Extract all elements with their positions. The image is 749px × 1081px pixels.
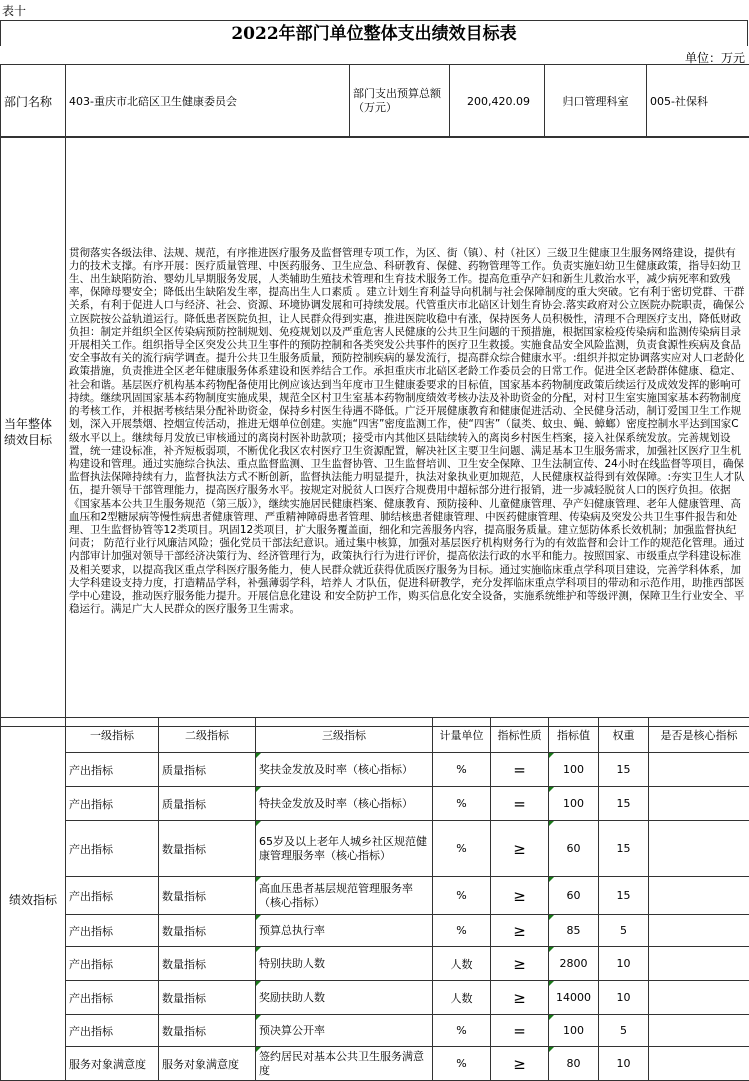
row-value: 14000 bbox=[549, 981, 599, 1015]
row-unit: % bbox=[433, 1015, 491, 1047]
row-l2: 数量指标 bbox=[159, 821, 256, 877]
row-l2: 数量指标 bbox=[159, 915, 256, 947]
row-nature: = bbox=[491, 753, 549, 787]
table-row bbox=[1, 1015, 749, 1047]
row-weight: 15 bbox=[599, 821, 649, 877]
row-weight: 5 bbox=[599, 915, 649, 947]
row-l3: 奖扶金发放及时率（核心指标） bbox=[256, 753, 433, 787]
row-unit: % bbox=[433, 753, 491, 787]
row-core bbox=[649, 1015, 749, 1047]
header-core: 是否是核心指标 bbox=[649, 718, 749, 753]
row-l1: 产出指标 bbox=[66, 877, 159, 915]
row-core bbox=[649, 877, 749, 915]
header-nature: 指标性质 bbox=[491, 718, 549, 753]
row-l3: 高血压患者基层规范管理服务率（核心指标） bbox=[256, 877, 433, 915]
header-l2: 二级指标 bbox=[159, 718, 256, 753]
table-row bbox=[1, 877, 749, 915]
budget-total-value: 200,420.09 bbox=[450, 65, 545, 138]
row-nature: = bbox=[491, 1015, 549, 1047]
row-unit: % bbox=[433, 915, 491, 947]
dept-name-label: 部门名称 bbox=[1, 65, 66, 138]
row-nature: ≥ bbox=[491, 1047, 549, 1081]
row-core bbox=[649, 753, 749, 787]
dept-name-value: 403-重庆市北碚区卫生健康委员会 bbox=[66, 65, 350, 138]
row-value: 100 bbox=[549, 1015, 599, 1047]
row-value: 85 bbox=[549, 915, 599, 947]
row-unit: % bbox=[433, 877, 491, 915]
row-l1: 产出指标 bbox=[66, 915, 159, 947]
row-nature: ≥ bbox=[491, 947, 549, 981]
row-nature: ≥ bbox=[491, 981, 549, 1015]
budget-total-label: 部门支出预算总额（万元） bbox=[350, 65, 450, 138]
row-weight: 10 bbox=[599, 981, 649, 1015]
row-l3: 预算总执行率 bbox=[256, 915, 433, 947]
row-weight: 15 bbox=[599, 753, 649, 787]
row-l2: 质量指标 bbox=[159, 787, 256, 821]
table-row bbox=[1, 915, 749, 947]
row-value: 60 bbox=[549, 877, 599, 915]
perf-table bbox=[0, 717, 749, 1081]
row-unit: % bbox=[433, 787, 491, 821]
row-value: 60 bbox=[549, 821, 599, 877]
row-weight: 10 bbox=[599, 1047, 649, 1081]
row-weight: 10 bbox=[599, 947, 649, 981]
row-weight: 15 bbox=[599, 787, 649, 821]
row-unit: % bbox=[433, 1047, 491, 1081]
row-l1: 产出指标 bbox=[66, 753, 159, 787]
row-nature: ≥ bbox=[491, 915, 549, 947]
row-core bbox=[649, 787, 749, 821]
table-row bbox=[1, 1047, 749, 1081]
row-value: 100 bbox=[549, 753, 599, 787]
table-row bbox=[1, 947, 749, 981]
page-title: 2022年部门单位整体支出绩效目标表 bbox=[0, 20, 748, 46]
row-l2: 数量指标 bbox=[159, 981, 256, 1015]
header-l3: 三级指标 bbox=[256, 718, 433, 753]
row-unit: 人数 bbox=[433, 981, 491, 1015]
row-weight: 5 bbox=[599, 1015, 649, 1047]
dept-info-table bbox=[0, 64, 749, 138]
table-row bbox=[1, 821, 749, 877]
row-l1: 产出指标 bbox=[66, 821, 159, 877]
table-row bbox=[1, 981, 749, 1015]
row-l1: 产出指标 bbox=[66, 947, 159, 981]
row-nature: ≥ bbox=[491, 877, 549, 915]
row-nature: ≥ bbox=[491, 821, 549, 877]
header-value: 指标值 bbox=[549, 718, 599, 753]
header-l1: 一级指标 bbox=[66, 718, 159, 753]
row-value: 100 bbox=[549, 787, 599, 821]
row-l2: 服务对象满意度 bbox=[159, 1047, 256, 1081]
sheet-label: 表十 bbox=[2, 2, 26, 19]
row-unit: 人数 bbox=[433, 947, 491, 981]
row-l2: 质量指标 bbox=[159, 753, 256, 787]
header-weight: 权重 bbox=[599, 718, 649, 753]
row-l3: 65岁及以上老年人城乡社区规范健康管理服务率（核心指标） bbox=[256, 821, 433, 877]
row-l2: 数量指标 bbox=[159, 947, 256, 981]
office-value: 005-社保科 bbox=[647, 65, 749, 138]
table-row bbox=[1, 787, 749, 821]
unit-label: 单位：万元 bbox=[685, 49, 745, 66]
row-value: 80 bbox=[549, 1047, 599, 1081]
row-core bbox=[649, 821, 749, 877]
row-l2: 数量指标 bbox=[159, 877, 256, 915]
row-l1: 服务对象满意度 bbox=[66, 1047, 159, 1081]
goal-text: 贯彻落实各级法律、法规、规范，有序推进医疗服务及监督管理专项工作，为区、街（镇）、村（社区）三级卫生健康卫生服务网络建设，提供有力的技术支撑。有序开展：医疗质量管理、中医药服务、卫生应急、科研教育、保健、药物管理等工作。负责实施妇幼卫生健康政策，指导妇幼卫生、出生缺陷防治、婴幼儿早期服务发展，人类辅助生殖技术管理和生育技术服务工作。提高危重孕产妇和新生儿救治水平，减少病死率和致残率，保障母婴安全；降低出生缺陷发生率，提高出生人口素质 。建立计划生育利益导向机制与社会保障制度的重大突破。它有利于密切党群、干群关系，有利于促进人口与经济、社会、资源、环境协调发展和可持续发展。代管重庆市北碚区计划生育协会.落实政府对公立医院办院职责，确保公立医院按公益轨道运行。降低患者医院负担，让人民群众得到实惠，推进医院收稳中有涨，保持医务人员积极性，清理不合理医疗支出，降低财政负担：制定并组织全区传染病预防控制规划、免疫规划以及严重危害人民健康的公共卫生问题的干预措施，根据国家检疫传染病和监测传染病目录开展相关工作。组织指导全区突发公共卫生事件的预防控制和各类突发公共事件的医疗卫生救援。实施食品安全风险监测，负责食源性疾病及食品安全事故有关的流行病学调查。提升公共卫生服务质量，预防控制疾病的暴发流行，提高群众综合健康水平。:组织并拟定协调落实应对人口老龄化政策措施，负责推进全区老年健康服务体系建设和医养结合工作。承担重庆市北碚区老龄工作委员会的日常工作。促进全区老龄群体健康、稳定、社会和谐。基层医疗机构基本药物配备使用比例应该达到当年度市卫生健康委要求的目标值，国家基本药物制度政策后续运行及成效发挥的影响可持续。继续巩固国家基本药物制度实施成果，规范全区村卫生室基本药物制度绩效考核办法及补助资金的分配，对村卫生室实施国家基本药物制度的考核工作，并根据考核结果分配补助资金，保持乡村医生待遇不降低。广泛开展健康教育和健康促进活动、全民健身活动，制订爱国卫生工作规划，深入开展禁烟、控烟宣传活动，推进无烟单位创建。实施“四害”密度监测工作，使“四害”（鼠类、蚊虫、蝇、蟑螂）密度控制水平达到国家C级水平以上。继续每月发放已审核通过的离岗村医补助款项；接受市内其他区县陆续转入的离岗乡村医生档案，接入社保系统发放。完善规划设置，统一建设标准，补齐短板弱项，不断优化我区农村医疗卫生资源配置，解决社区主要卫生问题、满足基本卫生服务需求，加强社区医疗卫生机构建设和管理。通过实施综合执法、重点监督监测、卫生监督协管、卫生监督培训、卫生安全保障、卫生法制宣传、24小时在线监督等项目，确保监督执法保障持续有力，监督执法方式不断创新，监督执法能力明显提升，执法对象执业更加规范，人民健康权益得到有效保障。:夯实卫生人才队伍，提升领导干部管理能力，提高医疗服务水平。按规定对脱贫人口医疗合规费用中超标部分进行报销，进一步减轻脱贫人口的医疗负担。依据《国家基本公共卫生服务规范（第三版）》，继续实施居民健康档案、健康教育、预防接种、儿童健康管理、孕产妇健康管理、老年人健康管理、高血压和2型糖尿病等慢性病患者健康管理、严重精神障碍患者管理、肺结核患者健康管理、中医药健康管理、传染病及突发公共卫生事件报告和处理、卫生监督协管等12类项目。巩固12类项目，扩大服务覆盖面，细化和完善服务内容，提高服务质量。建立惩防体系长效机制；加强监督执纪问责； 防范行业行风廉洁风险；强化党员干部法纪意识。通过集中核算，加强对基层医疗机构财务行为的有效监督和会计工作的规范化管理。通过内部审计加强对领导干部经济决策行为、经济管理行为，政策执行行为进行评价，提高依法行政的水平和能力。按照国家、市级重点学科建设标准及相关要求，以提高我区重点学科医疗服务能力，使人民群众就近获得优质医疗服务为目标。通过实施临床重点学科项目建设，完善学科体系，加大学科建设支持力度，打造精品学科，补强薄弱学科，培养人 才队伍，促进科研教学，充分发挥临床重点学科项目的带动和示范作用，助推西部医学中心建设，推动医疗服务能力提升。开展信息化建设 和安全防护工作，购买信息化安全设备，实施系统维护和等级评测，保障卫生行业安全、平稳运行。满足广大人民群众的医疗服务卫生需求。 bbox=[66, 137, 749, 727]
row-core bbox=[649, 1047, 749, 1081]
row-l3: 预决算公开率 bbox=[256, 1015, 433, 1047]
row-core bbox=[649, 981, 749, 1015]
office-label: 归口管理科室 bbox=[545, 65, 647, 138]
row-core bbox=[649, 915, 749, 947]
goal-label: 当年整体绩效目标 bbox=[1, 137, 66, 727]
row-l3: 特扶金发放及时率（核心指标） bbox=[256, 787, 433, 821]
row-value: 2800 bbox=[549, 947, 599, 981]
row-l1: 产出指标 bbox=[66, 1015, 159, 1047]
row-weight: 15 bbox=[599, 877, 649, 915]
row-core bbox=[649, 947, 749, 981]
row-unit: % bbox=[433, 821, 491, 877]
row-l2: 数量指标 bbox=[159, 1015, 256, 1047]
goal-table bbox=[0, 136, 749, 727]
header-unit: 计量单位 bbox=[433, 718, 491, 753]
row-l1: 产出指标 bbox=[66, 787, 159, 821]
row-l3: 特别扶助人数 bbox=[256, 947, 433, 981]
table-row bbox=[1, 753, 749, 787]
row-l3: 签约居民对基本公共卫生服务满意度 bbox=[256, 1047, 433, 1081]
row-l1: 产出指标 bbox=[66, 981, 159, 1015]
row-nature: = bbox=[491, 787, 549, 821]
row-l3: 奖励扶助人数 bbox=[256, 981, 433, 1015]
perf-label: 绩效指标 bbox=[1, 718, 66, 1081]
